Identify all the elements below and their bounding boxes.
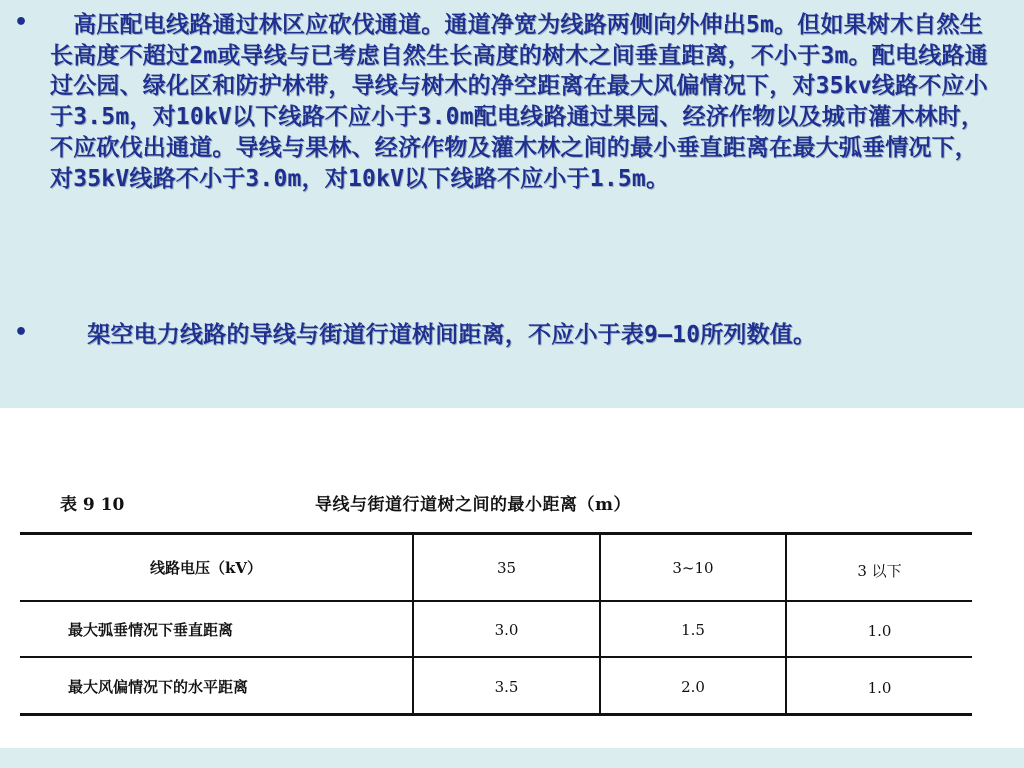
table-row-divider [20,656,972,658]
bullet-marker: • [14,10,29,35]
table-bottom-rule [20,713,972,716]
paragraph-forest-clearance: 高压配电线路通过林区应砍伐通道。通道净宽为线路两侧向外伸出5m。但如果树木自然生长高度不超过2m或导线与已考虑自然生长高度的树木之间垂直距离，不小于3m。配电线路通过公园、绿化区和防护林带，导线与树木的净空距离在最大风偏情况下，对35kv线路不应小于3.5m，对10kV以下线路不应小于3.0m配电线路通过果园、经济作物以及城市灌木林时，不应砍伐出通道。导线与果林、经济作物及灌木林之间的最小垂直距离在最大弧垂情况下，对35kV线路不小于3.0m，对10kV以下线路不应小于1.5m。 [50,12,988,192]
table-top-rule [20,532,972,535]
table-cell: 1.0 [867,622,892,640]
table-header-voltage: 线路电压（kV） [150,559,263,577]
table-row-label-vertical: 最大弧垂情况下垂直距离 [68,621,234,639]
table-row-label-horizontal: 最大风偏情况下的水平距离 [68,678,249,696]
table-header-3-10: 3~10 [672,559,714,577]
bottom-strip [0,748,1024,768]
bullet-marker: • [14,320,29,345]
paragraph-street-trees: 架空电力线路的导线与街道行道树间距离，不应小于表9—10所列数值。 [50,322,817,348]
table-cell: 3.0 [494,621,519,639]
table-cell: 2.0 [681,678,705,696]
table-cell: 1.0 [867,679,892,697]
table-header-below-3: 3 以下 [857,562,902,580]
table-title: 导线与街道行道树之间的最小距离（m） [315,495,631,515]
table-number: 表 9 10 [60,495,125,515]
table-cell: 3.5 [494,678,519,696]
table-row-divider [20,600,972,602]
table-header-35: 35 [496,559,517,577]
table-cell: 1.5 [681,621,705,639]
